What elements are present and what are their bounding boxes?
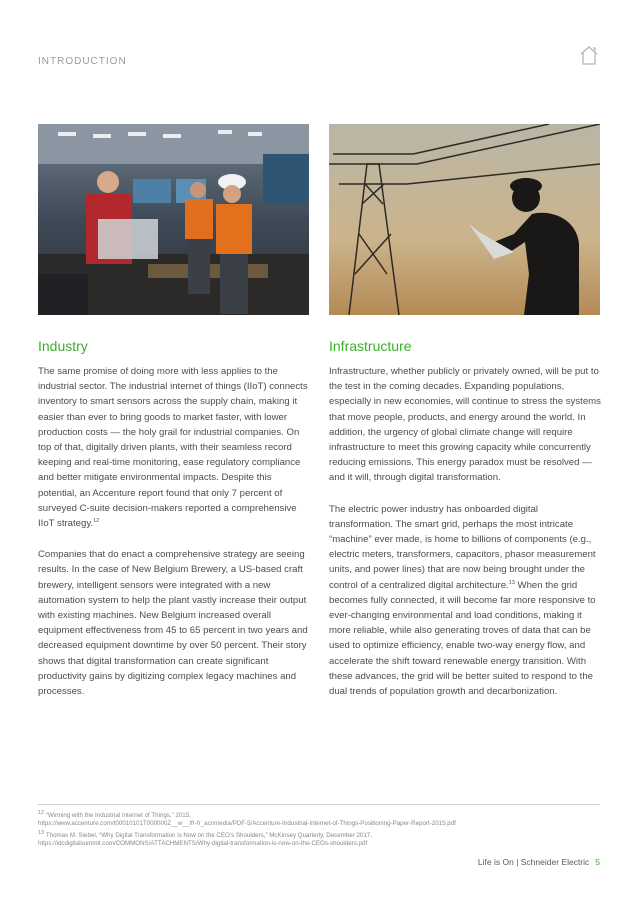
footnotes: [38, 809, 600, 852]
home-icon[interactable]: [578, 44, 600, 66]
page-footer: [478, 857, 600, 867]
industry-paragraph-1: The same promise of doing more with less applies to the industrial sector. The industrial internet of things (IIoT) connects inventory to smart sensors across the supply chain, making it easier than ever to bring goods to market faster, with lower production costs — the holy grail for industrial companies. On top of that, digitally driven plants, with their seamless record keeping and real-time monitoring, ease regulatory compliance and better mitigate environmental impacts. Despite this potential, an Accenture report found that only 7 percent of surveyed C-suite decision-makers reported a comprehensive IIoT strategy.$^{12}$: [38, 366, 308, 530]
infrastructure-paragraph-1: Infrastructure, whether publicly or privately owned, will be put to the test in the coming decades. Expanding populations, especially in new economies, will continue to stress the systems that move people, products, and energy around the world. In addition, the urgency of global climate change will require infrastructure to meet this growing capacity while concurrently reducing emissions. This energy paradox must be resolved — and it will, through digital transformation.: [329, 366, 601, 484]
footnote-13-link[interactable]: https://idcdigitalsummit.com/COMMONS/ATTACHMENTS/Why-digital-transformation-is-now-on-the-CEOs-shoulders.pdf: [38, 840, 368, 848]
footnote-13: $^{13}$ Thomas M. Siebel, “Why Digital Transformation is Now on the CEO’s Shoulders,” McKinsey Quarterly, December 2017, https://idcdigitalsummit.com/COMMONS/ATTACHMENTS/Why-digital-transformation-is-now-on-the-CEOs-shoulders.pdf: [38, 829, 372, 848]
industry-heading: Industry: [38, 338, 88, 354]
footnote-ref-13[interactable]: 13: [508, 579, 515, 586]
industry-column: [38, 338, 310, 715]
control-room-photo: [38, 124, 309, 315]
footer-brand: Life is On | Schneider Electric: [477, 857, 590, 867]
footnote-divider: [38, 804, 600, 805]
industry-paragraph-2: Companies that do enact a comprehensive strategy are seeing results. In the case of New Belgium Brewery, a US-based craft brewery, intelligent sensors were integrated with a new automation system to help the plant vastly increase their output with existing machines. New Belgium increased overall equipment effectiveness from 45 to 65 percent in two years and decreased equipment downtime by over 50 percent. Their story shows that digital transformation can create significant productivity gains by digitizing complex legacy machines and processes.: [38, 549, 308, 698]
infrastructure-column: [329, 338, 601, 715]
infrastructure-paragraph-2: The electric power industry has onboarded digital transformation. The smart grid, perhaps the most intricate “machine” ever made, is home to billions of components (e.g., electric meters, transformers, capacitors, phasor measurement units, and power lines) that are now being brought under the control of a centralized digital architecture.$^{13}$ When the grid becomes fully connected, it will become far more responsive to ever-changing environmental and load conditions, making it more reliable, while also generating troves of data that can be used to optimize efficiency, enable two-way energy flow, and accelerate the shift toward renewable energy transition. With these advances, the grid will be better suited to respond to the dual trends of population growth and decarbonization.: [329, 503, 596, 698]
footnote-12-link[interactable]: https://www.accenture.com/t00010101T000000Z__w__/fr-fr_acnmedia/PDF-5/Accenture-Industrial-Internet-of-Things-Positioning-Paper-Report-2015.pdf: [38, 820, 456, 828]
section-label: INTRODUCTION: [38, 56, 127, 67]
page-number: 5: [595, 857, 600, 867]
infrastructure-heading: Infrastructure: [329, 338, 412, 354]
power-tower-photo: [329, 124, 600, 315]
footnote-12: $^{12}$ “Winning with the Industrial Internet of Things,” 2015, https://www.accenture.com/t00010101T000000Z__w__/fr-fr_acnmedia/PDF-5/Accenture-Industrial-Internet-of-Things-Positioning-Paper-Report-2015.pdf: [38, 809, 456, 828]
footnote-ref-12[interactable]: 12: [93, 517, 100, 524]
